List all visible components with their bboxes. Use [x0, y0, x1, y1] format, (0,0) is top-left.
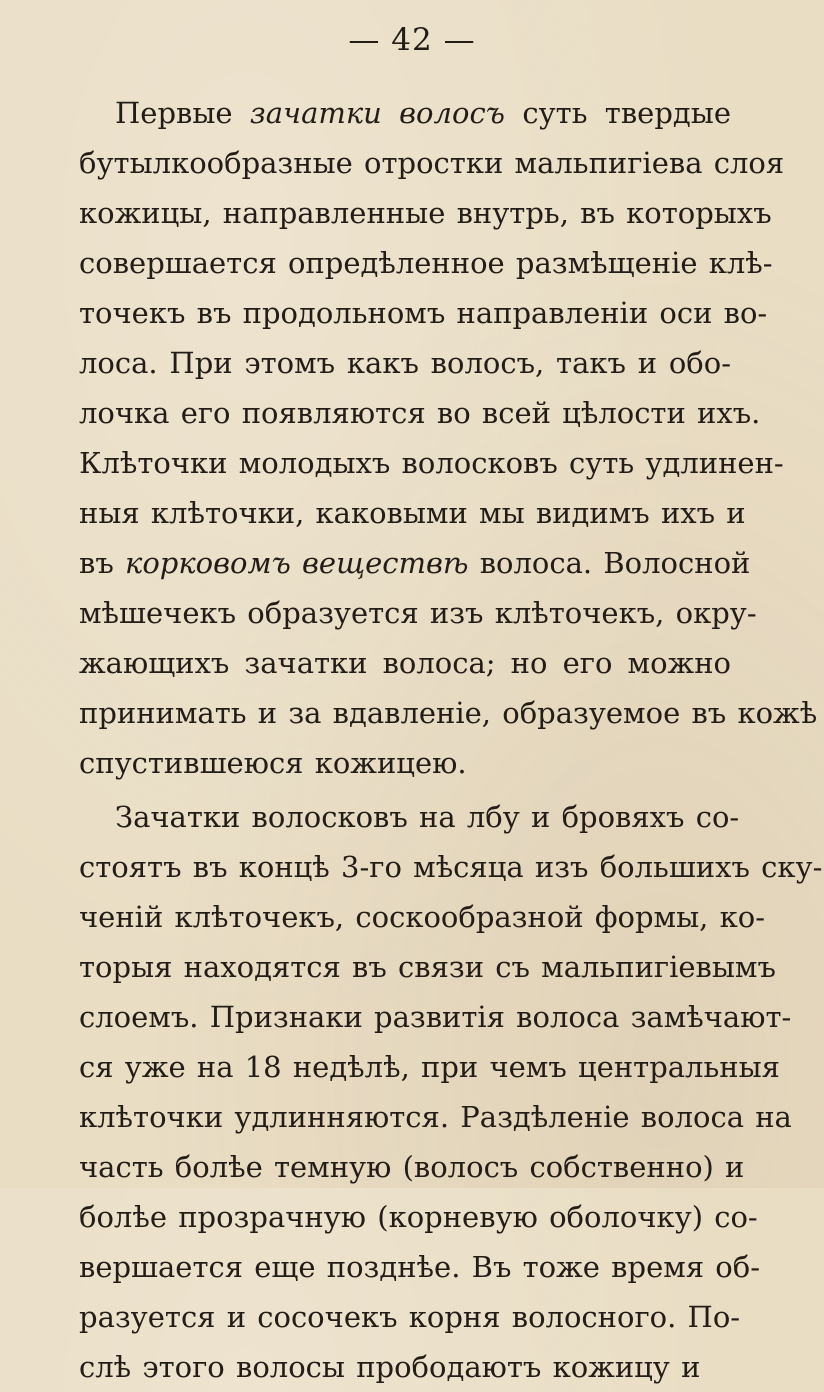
- text-line: [79, 1042, 780, 1092]
- text-line: [79, 638, 731, 688]
- text-line: [79, 842, 823, 892]
- paragraph: [79, 88, 818, 788]
- text-segment: совершается опредѣленное размѣщеніе клѣ-: [79, 246, 773, 280]
- text-line: [79, 892, 766, 942]
- text-segment: Зачатки волосковъ на лбу и бровяхъ со-: [115, 800, 740, 834]
- text-segment: Первые: [115, 96, 250, 130]
- text-segment: волоса. Волосной: [468, 546, 751, 580]
- text-segment: суть твердые: [505, 96, 731, 130]
- text-segment: болѣе прозрачную (корневую оболочку) со-: [79, 1200, 758, 1234]
- text-line: [79, 538, 751, 588]
- text-line: [79, 1092, 792, 1142]
- text-segment: ся уже на 18 недѣлѣ, при чемъ центральныя: [79, 1050, 780, 1084]
- text-line: [79, 1192, 758, 1242]
- text-segment: спустившеюся кожицею.: [79, 746, 467, 780]
- text-segment: Клѣточки молодыхъ волосковъ суть удлинен-: [79, 446, 784, 480]
- body-text: [79, 88, 823, 1392]
- text-segment: клѣточки удлинняются. Раздѣленіе волоса на: [79, 1100, 792, 1134]
- text-segment: часть болѣе темную (волосъ собственно) и: [79, 1150, 745, 1184]
- paragraph: [79, 792, 823, 1392]
- text-segment: жающихъ зачатки волоса; но его можно: [79, 646, 731, 680]
- text-segment: ныя клѣточки, каковыми мы видимъ ихъ и: [79, 496, 746, 530]
- text-line: [79, 688, 818, 738]
- text-line: [79, 1142, 745, 1192]
- italic-term: корковомъ веществѣ: [125, 546, 469, 580]
- text-segment: кожицы, направленные внутрь, въ которыхъ: [79, 196, 772, 230]
- text-line: [79, 792, 740, 842]
- italic-term: зачатки волосъ: [249, 96, 506, 130]
- text-line: [79, 942, 776, 992]
- text-line: [79, 588, 757, 638]
- text-line: [79, 992, 792, 1042]
- text-line: [79, 1292, 741, 1342]
- text-segment: мѣшечекъ образуется изъ клѣточекъ, окру-: [79, 596, 757, 630]
- text-segment: лоса. При этомъ какъ волосъ, такъ и обо-: [79, 346, 731, 380]
- text-segment: бутылкообразные отростки мальпигіева слоя: [79, 146, 785, 180]
- text-line: [79, 488, 746, 538]
- text-segment: ченій клѣточекъ, соскообразной формы, ко-: [79, 900, 766, 934]
- text-line: [79, 438, 784, 488]
- text-segment: точекъ въ продольномъ направленіи оси во-: [79, 296, 768, 330]
- text-segment: слоемъ. Признаки развитія волоса замѣчают-: [79, 1000, 792, 1034]
- text-line: [79, 338, 731, 388]
- text-segment: слѣ этого волосы прободаютъ кожицу и: [79, 1350, 701, 1384]
- text-line: [79, 138, 785, 188]
- text-segment: принимать и за вдавленіе, образуемое въ кожѣ: [79, 696, 818, 730]
- text-segment: торыя находятся въ связи съ мальпигіевымъ: [79, 950, 776, 984]
- text-line: [79, 238, 773, 288]
- text-line: [79, 738, 731, 788]
- text-segment: въ: [79, 546, 125, 580]
- text-line: [79, 1342, 731, 1392]
- text-segment: разуется и сосочекъ корня волосного. По-: [79, 1300, 741, 1334]
- text-segment: лочка его появляются во всей цѣлости ихъ.: [79, 396, 761, 430]
- text-line: [79, 88, 731, 138]
- text-segment: стоятъ въ концѣ 3-го мѣсяца изъ большихъ ску-: [79, 850, 823, 884]
- page-number: — 42 —: [348, 22, 476, 58]
- text-line: [79, 1242, 761, 1292]
- text-line: [79, 388, 761, 438]
- text-segment: вершается еще позднѣе. Въ тоже время об-: [79, 1250, 761, 1284]
- text-line: [79, 288, 768, 338]
- text-line: [79, 188, 772, 238]
